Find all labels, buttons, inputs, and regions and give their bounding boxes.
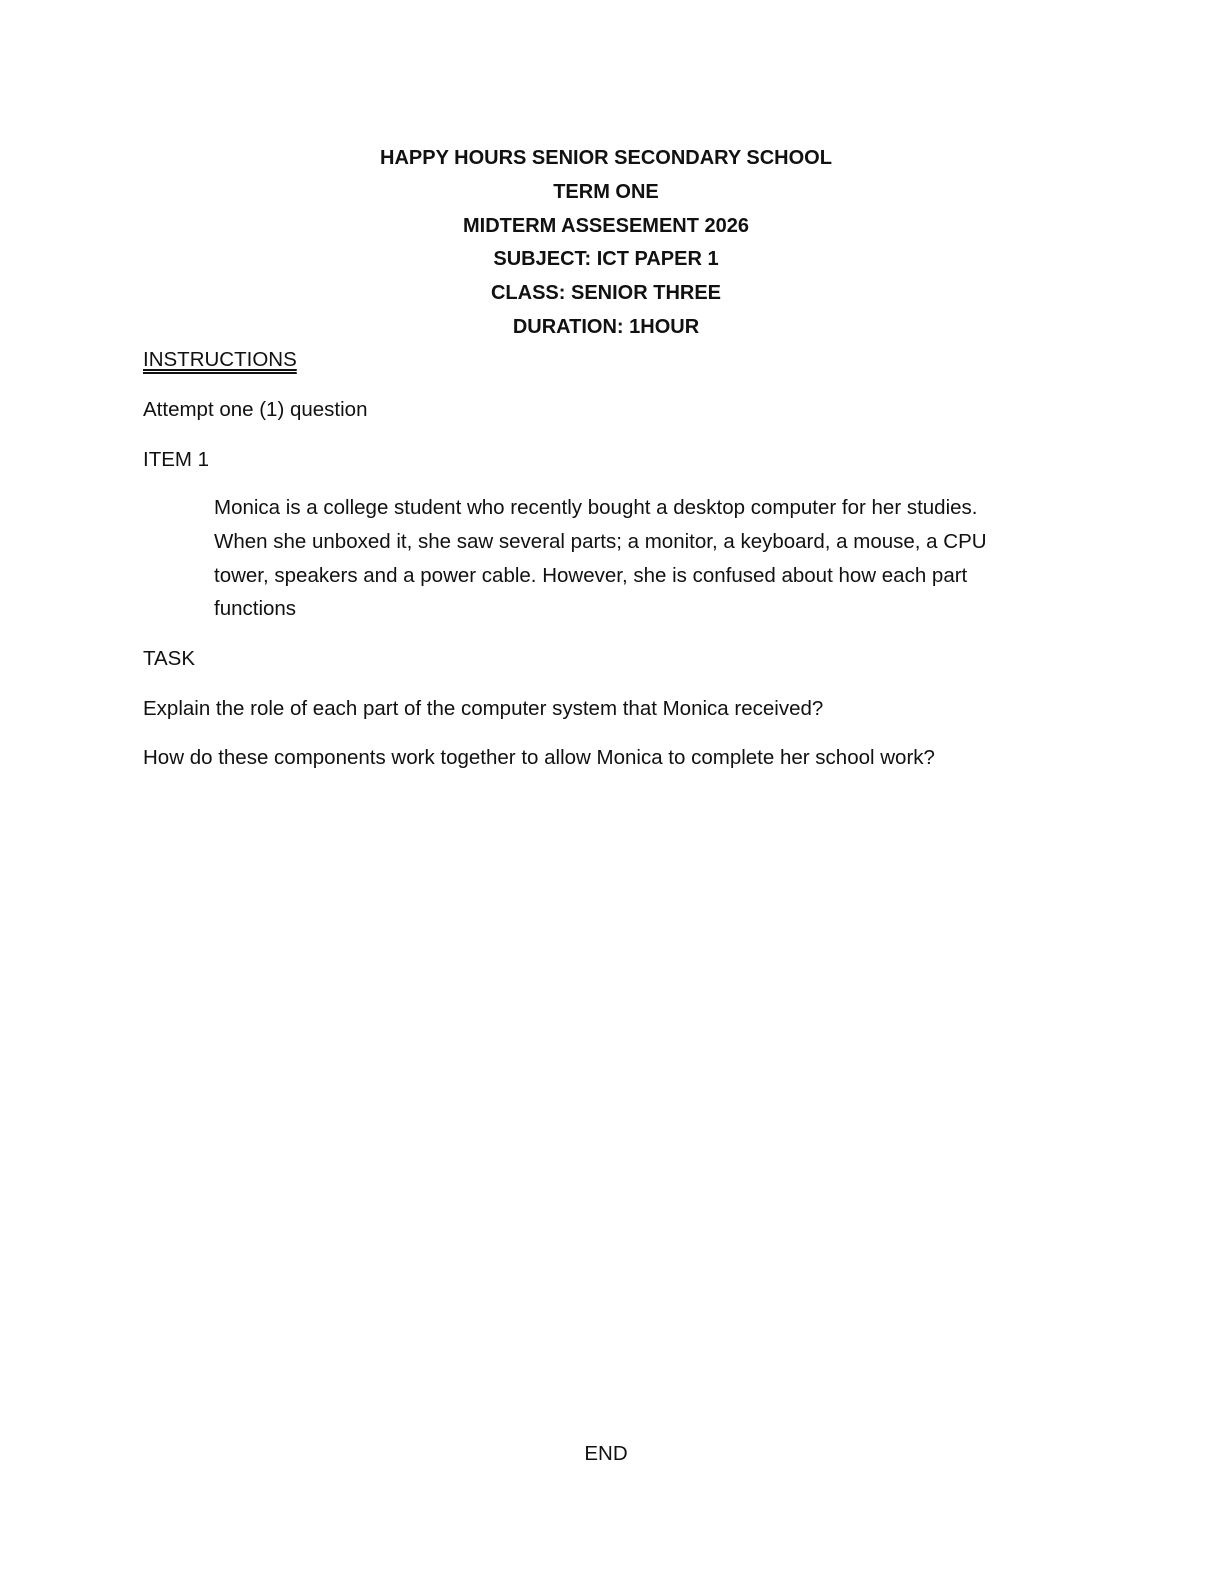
duration-line: DURATION: 1HOUR <box>512 315 700 338</box>
scenario-line: Monica is a college student who recently bought a desktop computer for her studies. <box>214 496 978 519</box>
task-question: How do these components work together to allow Monica to complete her school work? <box>143 746 935 769</box>
instructions-heading: INSTRUCTIONS <box>143 348 297 371</box>
item-label: ITEM 1 <box>143 448 210 471</box>
subject-line: SUBJECT: ICT PAPER 1 <box>493 248 719 271</box>
scenario-line: functions <box>214 597 297 621</box>
scenario-line: When she unboxed it, she saw several parts; a monitor, a keyboard, a mouse, a CPU <box>214 529 987 553</box>
class-line: CLASS: SENIOR THREE <box>490 282 722 305</box>
school-name: HAPPY HOURS SENIOR SECONDARY SCHOOL <box>380 147 832 169</box>
end-marker: END <box>584 1442 628 1465</box>
instructions-text: Attempt one (1) question <box>143 398 368 421</box>
task-question: Explain the role of each part of the computer system that Monica received? <box>143 697 824 720</box>
task-label: TASK <box>143 647 196 670</box>
item-scenario <box>214 491 1044 626</box>
scenario-line: tower, speakers and a power cable. However, she is confused about how each part <box>214 563 968 587</box>
exam-header <box>0 142 1212 345</box>
assessment-title: MIDTERM ASSESEMENT 2026 <box>463 214 749 237</box>
term-title: TERM ONE <box>553 180 659 203</box>
